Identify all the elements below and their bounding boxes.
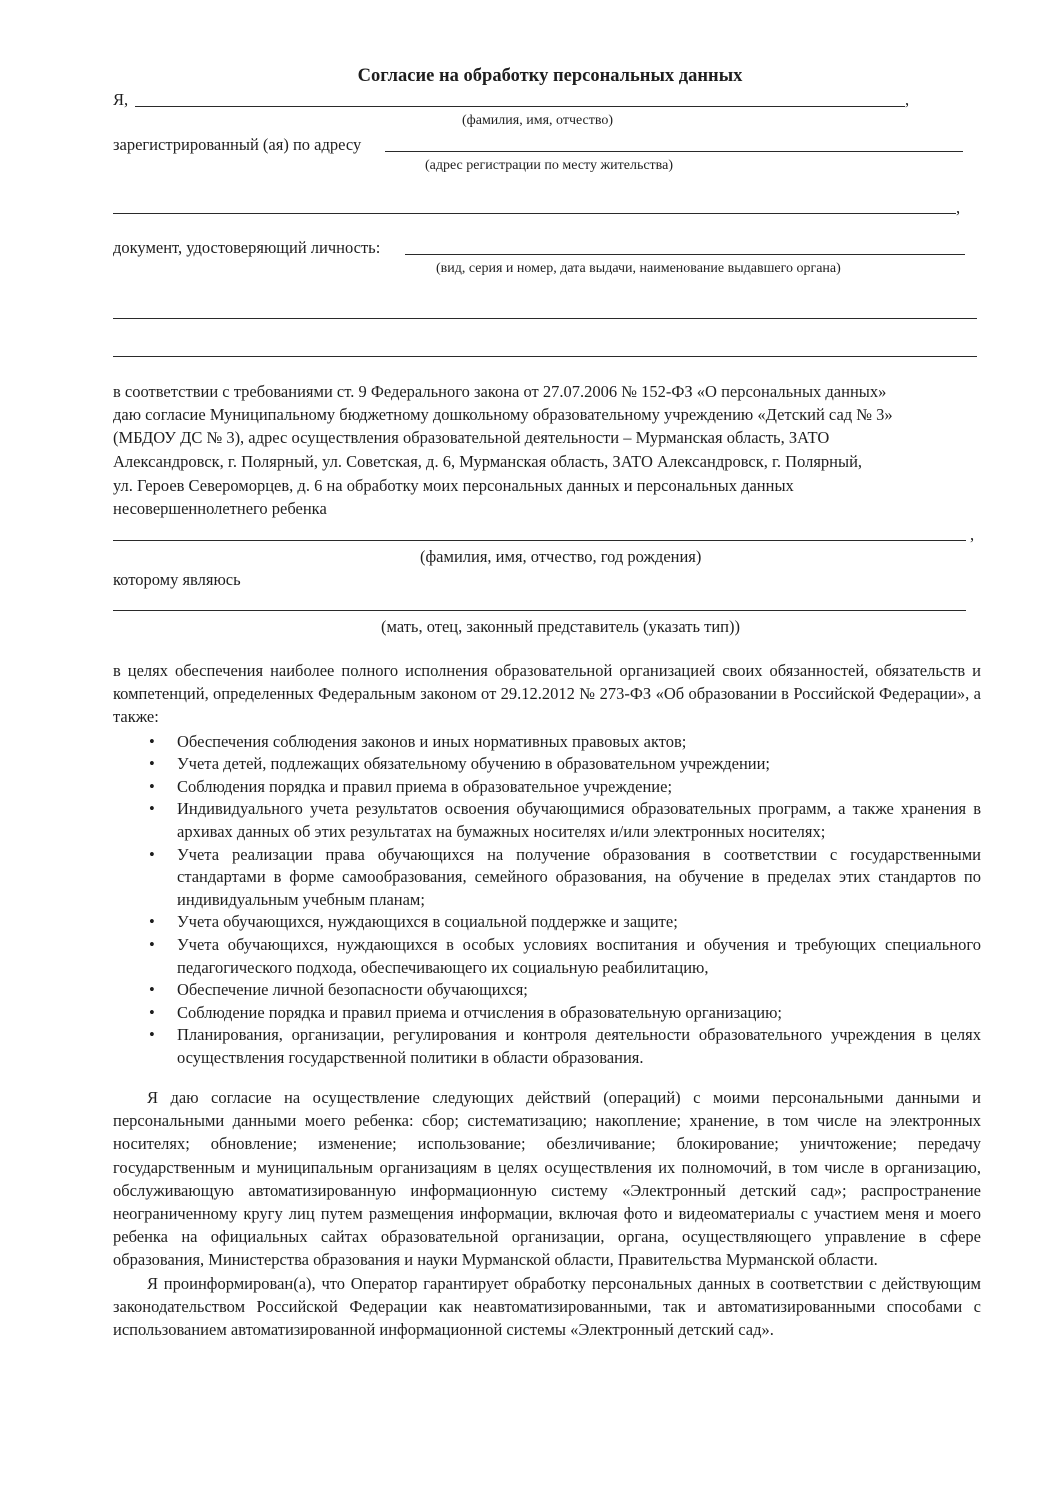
relation-field-line[interactable] [113,610,966,611]
purpose-text: Соблюдение порядка и правил приема и отчисления в образовательную организацию; [177,1002,783,1022]
purpose-text: Учета реализации права обучающихся на получение образования в соответствии с государственными стандартами в форме самообразования, семейного образования, на обучение в пределах этих стандартов по индивидуальным учебным планам; [177,844,981,909]
document-field-line[interactable] [405,254,965,255]
bullet: • [149,844,155,864]
list-item [113,844,981,912]
registered-label: зарегистрированный (ая) по адресу [113,135,362,154]
consent-line-3: (МБДОУ ДС № 3), адрес осуществления образовательной деятельности – Мурманская область, ЗАТО [113,428,830,447]
document-hint: (вид, серия и номер, дата выдачи, наименование выдавшего органа) [436,261,841,276]
child-comma: , [970,525,975,544]
relation-label: которому являюсь [113,570,241,589]
bullet: • [149,934,155,954]
address-comma: , [956,198,961,217]
document-field-line-3[interactable] [113,356,977,357]
document-field-line-2[interactable] [113,318,977,319]
child-hint: (фамилия, имя, отчество, год рождения) [420,547,702,566]
consent-line-2: даю согласие Муниципальному бюджетному дошкольному образовательному учреждению «Детский сад № 3» [113,405,893,424]
actions-section [113,1086,981,1341]
address-hint: (адрес регистрации по месту жительства) [425,158,673,173]
informed-paragraph: Я проинформирован(а), что Оператор гарантирует обработку персональных данных в соответствии с действующим законодательством Российской Федерации как неавтоматизированными, так и автоматизированными способами с использованием автоматизированной информационной системы «Электронный детский сад». [113,1273,981,1340]
fio-hint: (фамилия, имя, отчество) [462,113,614,128]
purpose-text: Индивидуального учета результатов освоения обучающимися образовательных программ, а также хранения в архивах данных об этих результатах на бумажных носителях и/или электронных носителях; [177,799,981,841]
bullet: • [149,776,155,796]
address-field-line-2[interactable] [113,213,956,214]
purpose-text: Учета детей, подлежащих обязательному обучению в образовательном учреждении; [177,754,771,774]
purpose-text: Обеспечение личной безопасности обучающихся; [177,980,528,1000]
purposes-section [113,659,981,1070]
purpose-text: Учета обучающихся, нуждающихся в особых условиях воспитания и обучения и требующих специального педагогического подхода, обеспечивающего их социальную реабилитацию, [177,934,981,977]
relation-hint: (мать, отец, законный представитель (указать тип)) [381,617,740,636]
list-item [113,911,981,934]
list-item [113,731,981,754]
list-item [113,798,981,843]
purpose-intro: в целях обеспечения наиболее полного исполнения образовательной организацией своих обязанностей, обязательств и компетенций, определенных Федеральным законом от 29.12.2012 № 273-ФЗ «Об образовании в Российской Федерации», а также: [113,661,981,727]
child-field-line[interactable] [113,540,966,541]
bullet: • [149,754,155,774]
list-item [113,979,981,1002]
consent-line-5: ул. Героев Североморцев, д. 6 на обработку моих персональных данных и персональных данных [113,476,794,495]
document-label: документ, удостоверяющий личность: [113,238,381,257]
list-item [113,1002,981,1025]
consent-line-6: несовершеннолетнего ребенка [113,499,327,518]
bullet: • [149,799,155,819]
bullet: • [149,1002,155,1022]
bullet: • [149,731,155,751]
actions-paragraph: Я даю согласие на осуществление следующих действий (операций) с моими персональными данными и персональными данными моего ребенка: сбор; систематизацию; накопление; хранение, в том числе на электронных носителях; обновление; изменение; использование; обезличивание; блокирование; уничтожение; передачу государственным и муниципальным организациям в целях осуществления их полномочий, в том числе в организацию, обслуживающую автоматизированную информационную систему «Электронный детский сад»; распространение неограниченному кругу лиц путем размещения информации, включая фото и видеоматериалы с участием меня и моего ребенка на официальных сайтах образовательной организации, органа, осуществляющего управление в сфере образования, Министерства образования и науки Мурманской области, Правительства Мурманской области. [113,1088,981,1270]
purposes-list [113,731,981,1070]
purpose-text: Обеспечения соблюдения законов и иных нормативных правовых актов; [177,731,687,751]
list-item [113,934,981,979]
bullet: • [149,912,155,932]
list-item [113,1024,981,1069]
fio-field-line[interactable] [135,106,905,107]
list-item [113,753,981,776]
purpose-text: Соблюдения порядка и правил приема в образовательное учреждение; [177,776,673,796]
bullet: • [149,1025,155,1045]
address-field-line[interactable] [385,151,963,152]
consent-line-1: в соответствии с требованиями ст. 9 Федерального закона от 27.07.2006 № 152-ФЗ «О персональных данных» [113,382,887,401]
purpose-text: Учета обучающихся, нуждающихся в социальной поддержке и защите; [177,912,678,932]
purpose-text: Планирования, организации, регулирования и контроля деятельности образовательного учреждения в целях осуществления государственной политики в области образования. [177,1025,981,1067]
fio-comma: , [905,90,910,109]
list-item [113,776,981,799]
bullet: • [149,980,155,1000]
page-title: Согласие на обработку персональных данных [357,66,743,86]
i-label: Я, [113,90,129,109]
consent-line-4: Александровск, г. Полярный, ул. Советская, д. 6, Мурманская область, ЗАТО Александровск, г. Полярный, [113,452,863,471]
